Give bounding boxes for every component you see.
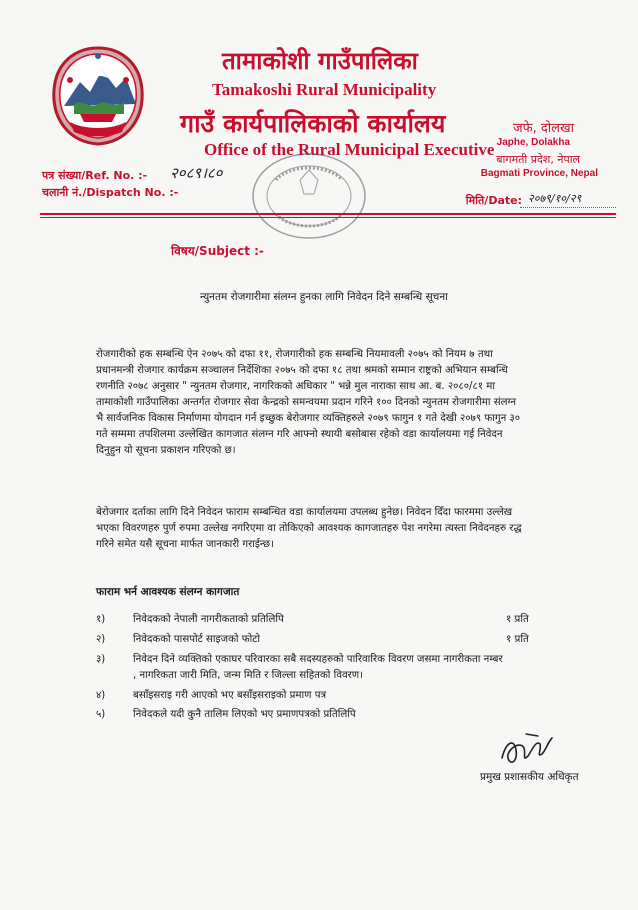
header-divider-thin (40, 217, 616, 218)
item-quantity: १ प्रति (506, 634, 529, 645)
notice-paragraph-2 (96, 505, 622, 553)
province-line-english: Bagmati Province, Nepal (480, 168, 598, 179)
paragraph-line: बेरोजगार दर्ताका लागि दिने निवेदन फाराम सम्बन्धित वडा कार्यालयमा उपलब्ध हुनेछ। निवेदन दिँदा फारममा उल्लेख (96, 507, 513, 518)
item-number: १) (96, 614, 106, 625)
handwritten-signature (496, 728, 556, 772)
notice-title: न्युनतम रोजगारीमा संलग्न हुनका लागि निवेदन दिने सम्बन्धि सूचना (200, 291, 448, 303)
address-line-nepali: जफे, दोलखा (512, 121, 574, 136)
paragraph-line: तामाकोशी गाउँपालिका अन्तर्गत रोजगार सेवा केन्द्रको समन्वयमा प्रदान गरिने १०० दिनको न्युनतम रोजगारीमा संलग्न (96, 397, 517, 408)
item-text: निवेदकले यदी कुनै तालिम लिएको भए प्रमाणपत्रको प्रतिलिपि (133, 709, 356, 720)
office-stamp-seal (250, 150, 368, 242)
address-line-english: Japhe, Dolakha (496, 137, 570, 148)
nepal-emblem-logo (50, 44, 146, 148)
item-number: ४) (96, 690, 106, 701)
item-number: २) (96, 634, 106, 645)
office-name-nepali: गाउँ कार्यपालिकाको कार्यालय (180, 109, 446, 138)
date-dotted-line (520, 207, 616, 208)
paragraph-line: भै सार्वजनिक विकास निर्माणमा योगदान गर्न इच्छुक बेरोजगार व्यक्तिहरुले २०७९ फागुन १ गते देखी २०७९ फागुन ३० (96, 413, 521, 424)
dispatch-number-label: चलानी नं./Dispatch No. :- (42, 186, 179, 199)
municipality-name-english: Tamakoshi Rural Municipality (212, 80, 437, 99)
subject-label: विषय/Subject :- (171, 244, 264, 258)
paragraph-line: भएका विवरणहरु पुर्ण रुपमा उल्लेख नगरिएमा वा तोकिएको आवश्यक कागजातहरु पेश नगरेमा त्यस्ता निवेदनहरु रद्ध (96, 523, 522, 534)
paragraph-line: गरिने समेत यसै सूचना मार्फत जानकारी गराईन्छ। (96, 539, 274, 550)
item-text: निवेदन दिने व्यक्तिको एकाघर परिवारका सबै सदस्यहरुको पारिवारिक विवरण जसमा नागरीकता नम्बर (133, 654, 503, 665)
item-text: निवेदकको पासपोर्ट साइजको फोटो (133, 634, 261, 645)
office-name-english: Office of the Rural Municipal Executive (204, 140, 495, 159)
paragraph-line: रोजगारीको हक सम्बन्धि ऐन २०७५ को दफा ११, रोजगारीको हक सम्बन्धि नियमावली २०७५ को नियम ७ तथा (96, 349, 493, 360)
item-text: निवेदकको नेपाली नागरीकताको प्रतिलिपि (133, 614, 284, 625)
item-number: ५) (96, 709, 106, 720)
item-number: ३) (96, 654, 106, 665)
notice-paragraph-1 (96, 347, 622, 459)
municipality-name-nepali: तामाकोशी गाउँपालिका (222, 46, 418, 75)
paragraph-line: प्रधानमन्त्री रोजगार कार्यक्रम सञ्चालन निर्देशिका २०७५ को दफा १८ तथा श्रमको सम्मान राष्ट्रको अभियान सम्बन्धि (96, 365, 508, 376)
item-quantity: १ प्रति (506, 614, 529, 625)
date-label: मिति/Date: (465, 194, 522, 207)
paragraph-line: दिनुहुन यो सूचना प्रकाशन गरिएको छ। (96, 445, 236, 456)
province-line-nepali: बागमती प्रदेश, नेपाल (496, 153, 580, 166)
paragraph-line: रणनीति २०७८ अनुसार " न्युनतम रोजगार, नागरिकको अधिकार " भन्ने मुल नाराका साथ आ. ब. २०८०/८१ मा (96, 381, 496, 392)
ref-number-value: २०८९।८० (170, 164, 223, 182)
date-value: २०७९/१०/२९ (528, 192, 582, 205)
signatory-title: प्रमुख प्रशासकीय अधिकृत (480, 771, 579, 783)
item-text-continued: , नागरिकता जारी मिति, जन्म मिति र जिल्ला सहितको विवरण। (133, 670, 364, 681)
paragraph-line: गते सम्ममा तपशिलमा उल्लेखित कागजात संलग्न गरि आफ्नो स्थायी बसोबास रहेको वडा कार्यालयमा गई निवेदन (96, 429, 503, 440)
header-divider-thick (40, 213, 616, 215)
item-text: बसाँइसराइ गरी आएको भए बसाँइसराइको प्रमाण पत्र (133, 690, 327, 701)
requirements-heading: फाराम भर्न आवश्यक संलग्न कागजात (96, 586, 240, 598)
ref-number-label: पत्र संख्या/Ref. No. :- (42, 169, 148, 182)
